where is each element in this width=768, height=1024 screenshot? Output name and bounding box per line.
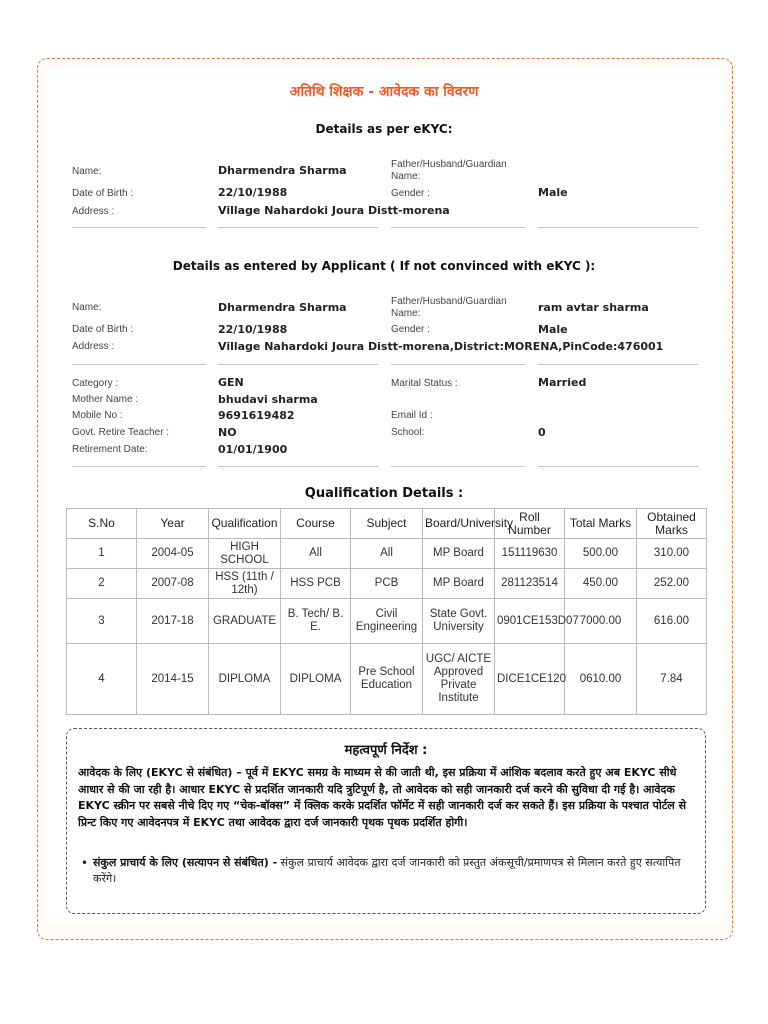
retire-label: Govt. Retire Teacher : [72, 427, 170, 438]
mother-label: Mother Name : [72, 394, 139, 405]
table-row [67, 569, 707, 599]
applicant-divider [391, 364, 525, 365]
table-cell: 310.00 [637, 539, 707, 569]
applicant-dob-value: 22/10/1988 [218, 323, 288, 336]
applicant-divider [538, 364, 698, 365]
table-cell: Pre School Education [351, 644, 423, 715]
ekyc-divider [72, 227, 206, 228]
table-cell: MP Board [423, 569, 495, 599]
table-cell: PCB [351, 569, 423, 599]
ekyc-heading: Details as per eKYC: [315, 122, 453, 136]
retire-value: NO [218, 426, 237, 439]
page-title: अतिथि शिक्षक - आवेदक का विवरण [289, 84, 479, 100]
email-label: Email Id : [391, 410, 433, 421]
table-cell: Civil Engineering [351, 599, 423, 644]
col-header: Obtained Marks [637, 509, 707, 539]
table-cell: 500.00 [565, 539, 637, 569]
table-cell: B. Tech/ B. E. [281, 599, 351, 644]
table-cell: HSS (11th / 12th) [209, 569, 281, 599]
important-instructions-box [66, 728, 706, 914]
table-cell: 7.84 [637, 644, 707, 715]
category-label: Category : [72, 378, 119, 389]
table-cell: 1 [67, 539, 137, 569]
mother-value: bhudavi sharma [218, 393, 318, 406]
table-cell: HSS PCB [281, 569, 351, 599]
applicant-father-label-1: Father/Husband/Guardian [391, 296, 507, 307]
mobile-label: Mobile No : [72, 410, 123, 421]
table-cell: 2004-05 [137, 539, 209, 569]
table-cell: 2007-08 [137, 569, 209, 599]
ekyc-gender-label: Gender : [391, 188, 430, 199]
col-header: Subject [351, 509, 423, 539]
applicant-name-label: Name: [72, 302, 102, 313]
retirement-value: 01/01/1900 [218, 443, 288, 456]
table-cell: 2 [67, 569, 137, 599]
table-cell: 252.00 [637, 569, 707, 599]
table-cell: 616.00 [637, 599, 707, 644]
table-cell: GRADUATE [209, 599, 281, 644]
col-header: Total Marks [565, 509, 637, 539]
ekyc-name-label: Name: [72, 166, 102, 177]
instructions-bullet [81, 855, 693, 887]
applicant-gender-value: Male [538, 323, 568, 336]
ekyc-gender-value: Male [538, 186, 568, 199]
ekyc-divider [391, 227, 525, 228]
qualification-heading: Qualification Details : [304, 486, 464, 501]
table-cell: HIGH SCHOOL [209, 539, 281, 569]
table-cell: 450.00 [565, 569, 637, 599]
mobile-value: 9691619482 [218, 409, 295, 422]
table-cell: 0901CE153D07 [495, 599, 565, 644]
applicant-name-value: Dharmendra Sharma [218, 301, 347, 314]
col-header: Roll Number [495, 509, 565, 539]
category-value: GEN [218, 376, 244, 389]
table-cell: 0610.00 [565, 644, 637, 715]
table-cell: DIPLOMA [209, 644, 281, 715]
retirement-label: Retirement Date: [72, 444, 148, 455]
table-cell: 2017-18 [137, 599, 209, 644]
table-row [67, 599, 707, 644]
applicant-heading: Details as entered by Applicant ( If not convinced with eKYC ): [172, 259, 596, 273]
table-cell: UGC/ AICTE Approved Private Institute [423, 644, 495, 715]
applicant-dob-label: Date of Birth : [72, 324, 134, 335]
ekyc-father-label-1: Father/Husband/Guardian [391, 159, 507, 170]
instructions-body: आवेदक के लिए (EKYC से संबंधित) – पूर्व में EKYC समग्र के माध्यम से की जाती थी, इस प्रक्रिया में आंशिक बदलाव करते हुए अब EKYC सीधे आधार से की जा रही है। आधार EKYC से प्रदर्शित जानकारी यदि त्रुटिपूर्ण है, तो आवेदक को सही जानकारी दर्ज करने की सुविधा दी गई है। आवेदक EKYC स्क्रीन पर सबसे नीचे दिए गए “चेक-बॉक्स” में क्लिक करके प्रदर्शित फॉर्मेट में सही जानकारी दर्ज कर सकते हैं। इस प्रक्रिया के पश्चात पोर्टल से प्रिन्ट किए गए आवेदनपत्र में EKYC तथा आवेदक द्वारा दर्ज जानकारी पृथक पृथक प्रदर्शित होगी। [78, 766, 687, 829]
col-header: S.No [67, 509, 137, 539]
school-label: School: [391, 427, 425, 438]
ekyc-divider [218, 227, 378, 228]
applicant-address-value: Village Nahardoki Joura Distt-morena,District:MORENA,PinCode:476001 [218, 340, 664, 353]
applicant-father-value: ram avtar sharma [538, 301, 649, 314]
table-cell: 2014-15 [137, 644, 209, 715]
table-header-row [67, 509, 707, 539]
instructions-title: महत्वपूर्ण निर्देश : [344, 743, 428, 758]
ekyc-address-value: Village Nahardoki Joura Distt-morena [218, 204, 450, 217]
school-value: 0 [538, 426, 546, 439]
table-row [67, 539, 707, 569]
applicant-divider [391, 466, 525, 467]
table-cell: MP Board [423, 539, 495, 569]
applicant-gender-label: Gender : [391, 324, 430, 335]
table-cell: 4 [67, 644, 137, 715]
table-cell: 151119630 [495, 539, 565, 569]
applicant-divider [218, 466, 378, 467]
bullet-bold-text: संकुल प्राचार्य के लिए (सत्यापन से संबंधित) - [93, 856, 278, 869]
applicant-address-label: Address : [72, 341, 115, 352]
table-cell: All [351, 539, 423, 569]
applicant-divider [218, 364, 378, 365]
col-header: Qualification [209, 509, 281, 539]
applicant-divider [72, 466, 206, 467]
marital-value: Married [538, 376, 587, 389]
table-cell: DICE1CE120 [495, 644, 565, 715]
table-row [67, 644, 707, 715]
col-header: Year [137, 509, 209, 539]
applicant-divider [72, 364, 206, 365]
ekyc-dob-label: Date of Birth : [72, 188, 134, 199]
table-cell: 281123514 [495, 569, 565, 599]
ekyc-divider [538, 227, 698, 228]
applicant-father-label-2: Name: [391, 308, 421, 319]
table-cell: 7000.00 [565, 599, 637, 644]
bullet-text: संकुल प्राचार्य आवेदक द्वारा दर्ज जानकारी को प्रस्तुत अंकसूची/प्रमाणपत्र से मिलान करते हुए सत्यापित करेंगे। [93, 856, 681, 885]
table-cell: All [281, 539, 351, 569]
ekyc-father-label-2: Name: [391, 171, 421, 182]
table-cell: 3 [67, 599, 137, 644]
table-cell: State Govt. University [423, 599, 495, 644]
bullet-icon: • [81, 856, 89, 870]
col-header: Course [281, 509, 351, 539]
ekyc-address-label: Address : [72, 206, 115, 217]
ekyc-dob-value: 22/10/1988 [218, 186, 288, 199]
applicant-divider [538, 466, 698, 467]
qualification-table [66, 508, 707, 715]
col-header: Board/University [423, 509, 495, 539]
ekyc-name-value: Dharmendra Sharma [218, 164, 347, 177]
table-cell: DIPLOMA [281, 644, 351, 715]
marital-label: Marital Status : [391, 378, 458, 389]
